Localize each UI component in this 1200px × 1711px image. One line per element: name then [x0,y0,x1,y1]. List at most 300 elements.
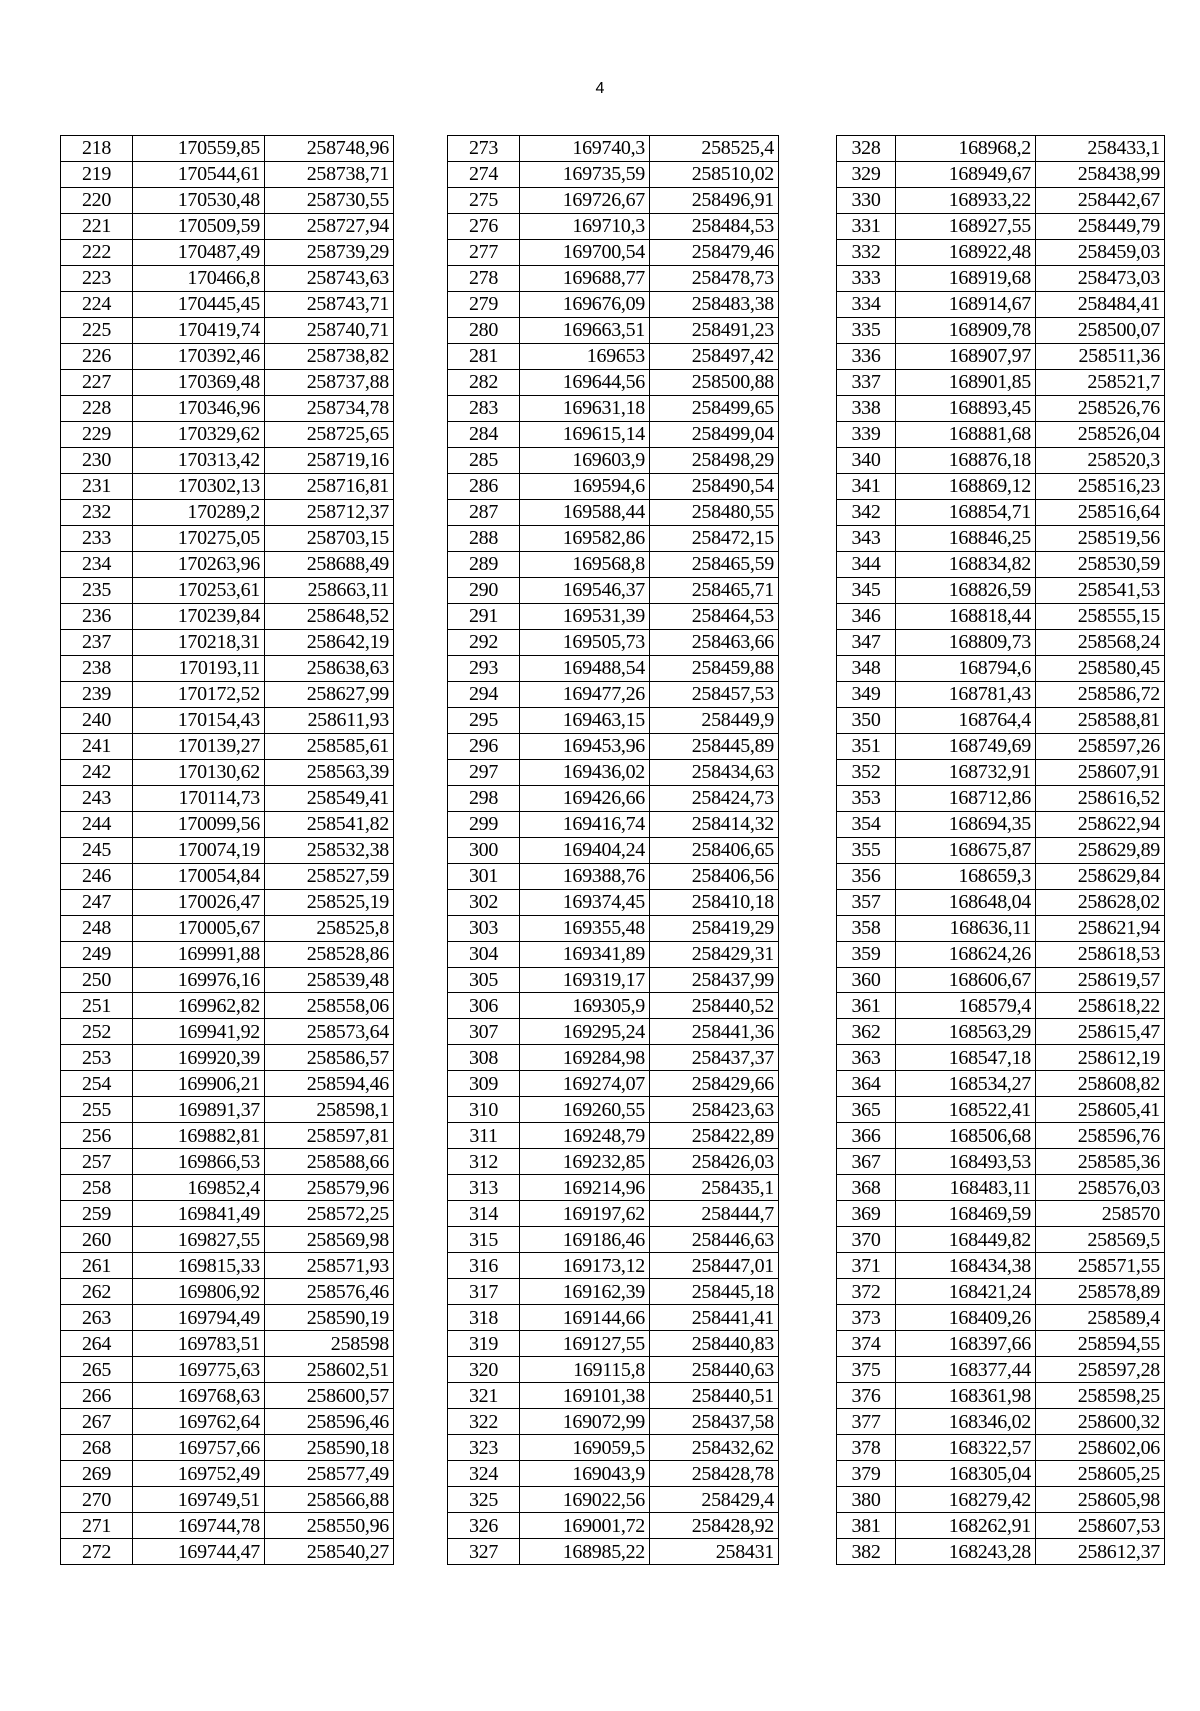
x-coordinate-cell: 169186,46 [520,1227,650,1253]
y-coordinate-cell: 258738,71 [265,161,394,187]
y-coordinate-cell: 258500,07 [1036,317,1165,343]
table-row [837,473,1165,499]
y-coordinate-cell: 258712,37 [265,499,394,525]
y-coordinate-cell: 258730,55 [265,187,394,213]
x-coordinate-cell: 170154,43 [133,707,265,733]
y-coordinate-cell: 258727,94 [265,213,394,239]
table-row [61,941,394,967]
y-coordinate-cell: 258597,26 [1036,733,1165,759]
table-row [837,1227,1165,1253]
y-coordinate-cell: 258446,63 [650,1227,779,1253]
point-number-cell: 308 [448,1045,520,1071]
table-row [837,707,1165,733]
table-row [837,1487,1165,1513]
y-coordinate-cell: 258422,89 [650,1123,779,1149]
page-number: 4 [595,80,605,97]
y-coordinate-cell: 258716,81 [265,473,394,499]
point-number-cell: 219 [61,161,133,187]
x-coordinate-cell: 168876,18 [896,447,1036,473]
table-row [448,941,779,967]
y-coordinate-cell: 258611,93 [265,707,394,733]
point-number-cell: 312 [448,1149,520,1175]
point-number-cell: 254 [61,1071,133,1097]
point-number-cell: 257 [61,1149,133,1175]
table-row [61,785,394,811]
x-coordinate-cell: 168933,22 [896,187,1036,213]
table-row [837,1357,1165,1383]
table-row [61,317,394,343]
y-coordinate-cell: 258444,7 [650,1201,779,1227]
x-coordinate-cell: 169295,24 [520,1019,650,1045]
x-coordinate-cell: 168826,59 [896,577,1036,603]
x-coordinate-cell: 169827,55 [133,1227,265,1253]
x-coordinate-cell: 170139,27 [133,733,265,759]
y-coordinate-cell: 258558,06 [265,993,394,1019]
table-row [837,525,1165,551]
table-row [837,187,1165,213]
y-coordinate-cell: 258594,55 [1036,1331,1165,1357]
point-number-cell: 288 [448,525,520,551]
point-number-cell: 374 [837,1331,896,1357]
point-number-cell: 289 [448,551,520,577]
table-row [61,136,394,162]
point-number-cell: 259 [61,1201,133,1227]
y-coordinate-cell: 258459,88 [650,655,779,681]
y-coordinate-cell: 258423,63 [650,1097,779,1123]
y-coordinate-cell: 258499,04 [650,421,779,447]
point-number-cell: 371 [837,1253,896,1279]
y-coordinate-cell: 258598 [265,1331,394,1357]
point-number-cell: 296 [448,733,520,759]
table-row [61,967,394,993]
table-row [837,889,1165,915]
y-coordinate-cell: 258478,73 [650,265,779,291]
point-number-cell: 346 [837,603,896,629]
table-row [61,811,394,837]
x-coordinate-cell: 170005,67 [133,915,265,941]
x-coordinate-cell: 169022,56 [520,1487,650,1513]
x-coordinate-cell: 170193,11 [133,655,265,681]
x-coordinate-cell: 169740,3 [520,136,650,162]
table-row [448,525,779,551]
y-coordinate-cell: 258526,76 [1036,395,1165,421]
point-number-cell: 241 [61,733,133,759]
y-coordinate-cell: 258738,82 [265,343,394,369]
point-number-cell: 303 [448,915,520,941]
table-row [837,577,1165,603]
point-number-cell: 358 [837,915,896,941]
point-number-cell: 260 [61,1227,133,1253]
y-coordinate-cell: 258549,41 [265,785,394,811]
point-number-cell: 340 [837,447,896,473]
point-number-cell: 326 [448,1513,520,1539]
x-coordinate-cell: 170302,13 [133,473,265,499]
x-coordinate-cell: 169941,92 [133,1019,265,1045]
x-coordinate-cell: 169615,14 [520,421,650,447]
x-coordinate-cell: 169700,54 [520,239,650,265]
y-coordinate-cell: 258496,91 [650,187,779,213]
point-number-cell: 284 [448,421,520,447]
y-coordinate-cell: 258577,49 [265,1461,394,1487]
y-coordinate-cell: 258491,23 [650,317,779,343]
table-row [837,1123,1165,1149]
point-number-cell: 274 [448,161,520,187]
y-coordinate-cell: 258437,58 [650,1409,779,1435]
table-row [837,681,1165,707]
x-coordinate-cell: 169852,4 [133,1175,265,1201]
x-coordinate-cell: 168794,6 [896,655,1036,681]
table-row [837,1331,1165,1357]
y-coordinate-cell: 258527,59 [265,863,394,889]
y-coordinate-cell: 258441,41 [650,1305,779,1331]
y-coordinate-cell: 258568,24 [1036,629,1165,655]
point-number-cell: 280 [448,317,520,343]
table-row [61,1175,394,1201]
x-coordinate-cell: 170559,85 [133,136,265,162]
y-coordinate-cell: 258642,19 [265,629,394,655]
y-coordinate-cell: 258594,46 [265,1071,394,1097]
y-coordinate-cell: 258464,53 [650,603,779,629]
point-number-cell: 323 [448,1435,520,1461]
y-coordinate-cell: 258622,94 [1036,811,1165,837]
x-coordinate-cell: 168907,97 [896,343,1036,369]
y-coordinate-cell: 258573,64 [265,1019,394,1045]
point-number-cell: 322 [448,1409,520,1435]
table-row [448,1253,779,1279]
table-row [61,1513,394,1539]
table-row [448,863,779,889]
point-number-cell: 319 [448,1331,520,1357]
x-coordinate-cell: 169653 [520,343,650,369]
table-row [837,863,1165,889]
y-coordinate-cell: 258607,53 [1036,1513,1165,1539]
point-number-cell: 275 [448,187,520,213]
point-number-cell: 293 [448,655,520,681]
x-coordinate-cell: 169232,85 [520,1149,650,1175]
table-row [448,187,779,213]
y-coordinate-cell: 258579,96 [265,1175,394,1201]
point-number-cell: 337 [837,369,896,395]
x-coordinate-cell: 168606,67 [896,967,1036,993]
x-coordinate-cell: 170253,61 [133,577,265,603]
table-row [61,993,394,1019]
point-number-cell: 253 [61,1045,133,1071]
y-coordinate-cell: 258555,15 [1036,603,1165,629]
x-coordinate-cell: 169059,5 [520,1435,650,1461]
y-coordinate-cell: 258511,36 [1036,343,1165,369]
y-coordinate-cell: 258725,65 [265,421,394,447]
y-coordinate-cell: 258428,92 [650,1513,779,1539]
table-row [837,1409,1165,1435]
point-number-cell: 318 [448,1305,520,1331]
table-row [837,1539,1165,1565]
y-coordinate-cell: 258638,63 [265,655,394,681]
y-coordinate-cell: 258597,28 [1036,1357,1165,1383]
table-row [61,863,394,889]
table-row [61,1383,394,1409]
y-coordinate-cell: 258445,18 [650,1279,779,1305]
y-coordinate-cell: 258589,4 [1036,1305,1165,1331]
point-number-cell: 327 [448,1539,520,1565]
point-number-cell: 332 [837,239,896,265]
point-number-cell: 237 [61,629,133,655]
point-number-cell: 246 [61,863,133,889]
y-coordinate-cell: 258619,57 [1036,967,1165,993]
y-coordinate-cell: 258447,01 [650,1253,779,1279]
table-row [837,1513,1165,1539]
x-coordinate-cell: 168893,45 [896,395,1036,421]
x-coordinate-cell: 170275,05 [133,525,265,551]
table-row [448,1539,779,1565]
table-row [61,837,394,863]
table-row [61,1305,394,1331]
x-coordinate-cell: 168901,85 [896,369,1036,395]
x-coordinate-cell: 168694,35 [896,811,1036,837]
table-row [448,759,779,785]
y-coordinate-cell: 258437,99 [650,967,779,993]
table-row [448,1201,779,1227]
point-number-cell: 295 [448,707,520,733]
x-coordinate-cell: 168409,26 [896,1305,1036,1331]
y-coordinate-cell: 258719,16 [265,447,394,473]
y-coordinate-cell: 258539,48 [265,967,394,993]
x-coordinate-cell: 169710,3 [520,213,650,239]
point-number-cell: 335 [837,317,896,343]
table-row [837,1019,1165,1045]
x-coordinate-cell: 169477,26 [520,681,650,707]
point-number-cell: 355 [837,837,896,863]
x-coordinate-cell: 168922,48 [896,239,1036,265]
x-coordinate-cell: 169101,38 [520,1383,650,1409]
x-coordinate-cell: 169416,74 [520,811,650,837]
point-number-cell: 282 [448,369,520,395]
point-number-cell: 290 [448,577,520,603]
point-number-cell: 251 [61,993,133,1019]
table-row [837,395,1165,421]
y-coordinate-cell: 258429,66 [650,1071,779,1097]
x-coordinate-cell: 169404,24 [520,837,650,863]
x-coordinate-cell: 169546,37 [520,577,650,603]
y-coordinate-cell: 258528,86 [265,941,394,967]
table-row [448,1305,779,1331]
point-number-cell: 243 [61,785,133,811]
table-row [448,1331,779,1357]
point-number-cell: 372 [837,1279,896,1305]
point-number-cell: 320 [448,1357,520,1383]
table-row [837,1279,1165,1305]
x-coordinate-cell: 169806,92 [133,1279,265,1305]
table-row [61,1409,394,1435]
y-coordinate-cell: 258510,02 [650,161,779,187]
table-row [448,1513,779,1539]
y-coordinate-cell: 258465,59 [650,551,779,577]
table-row [837,967,1165,993]
y-coordinate-cell: 258618,53 [1036,941,1165,967]
table-row [448,889,779,915]
point-number-cell: 356 [837,863,896,889]
table-row [448,136,779,162]
point-number-cell: 376 [837,1383,896,1409]
x-coordinate-cell: 168854,71 [896,499,1036,525]
y-coordinate-cell: 258429,4 [650,1487,779,1513]
table-row [61,213,394,239]
y-coordinate-cell: 258743,63 [265,265,394,291]
x-coordinate-cell: 169162,39 [520,1279,650,1305]
point-number-cell: 315 [448,1227,520,1253]
point-number-cell: 231 [61,473,133,499]
table-row [61,265,394,291]
x-coordinate-cell: 168749,69 [896,733,1036,759]
table-row [837,1045,1165,1071]
y-coordinate-cell: 258431 [650,1539,779,1565]
x-coordinate-cell: 168397,66 [896,1331,1036,1357]
table-row [448,1149,779,1175]
point-number-cell: 291 [448,603,520,629]
y-coordinate-cell: 258628,02 [1036,889,1165,915]
y-coordinate-cell: 258612,37 [1036,1539,1165,1565]
x-coordinate-cell: 169757,66 [133,1435,265,1461]
x-coordinate-cell: 170419,74 [133,317,265,343]
y-coordinate-cell: 258578,89 [1036,1279,1165,1305]
y-coordinate-cell: 258432,62 [650,1435,779,1461]
table-row [837,785,1165,811]
y-coordinate-cell: 258438,99 [1036,161,1165,187]
x-coordinate-cell: 168881,68 [896,421,1036,447]
x-coordinate-cell: 169688,77 [520,265,650,291]
table-row [837,993,1165,1019]
x-coordinate-cell: 168712,86 [896,785,1036,811]
table-row [837,161,1165,187]
table-row [837,551,1165,577]
y-coordinate-cell: 258472,15 [650,525,779,551]
point-number-cell: 298 [448,785,520,811]
point-number-cell: 272 [61,1539,133,1565]
y-coordinate-cell: 258605,25 [1036,1461,1165,1487]
point-number-cell: 281 [448,343,520,369]
table-row [61,395,394,421]
table-row [448,837,779,863]
x-coordinate-cell: 170329,62 [133,421,265,447]
y-coordinate-cell: 258414,32 [650,811,779,837]
x-coordinate-cell: 168279,42 [896,1487,1036,1513]
y-coordinate-cell: 258490,54 [650,473,779,499]
table-row [448,421,779,447]
y-coordinate-cell: 258566,88 [265,1487,394,1513]
table-row [837,1149,1165,1175]
point-number-cell: 306 [448,993,520,1019]
table-row [61,291,394,317]
point-number-cell: 228 [61,395,133,421]
coordinates-table-3 [836,135,1165,1565]
point-number-cell: 339 [837,421,896,447]
table-row [448,1123,779,1149]
table-row [448,915,779,941]
table-row [448,213,779,239]
y-coordinate-cell: 258748,96 [265,136,394,162]
y-coordinate-cell: 258484,41 [1036,291,1165,317]
point-number-cell: 373 [837,1305,896,1331]
y-coordinate-cell: 258406,56 [650,863,779,889]
x-coordinate-cell: 168781,43 [896,681,1036,707]
y-coordinate-cell: 258569,5 [1036,1227,1165,1253]
y-coordinate-cell: 258440,63 [650,1357,779,1383]
x-coordinate-cell: 169744,47 [133,1539,265,1565]
point-number-cell: 225 [61,317,133,343]
x-coordinate-cell: 169568,8 [520,551,650,577]
point-number-cell: 360 [837,967,896,993]
y-coordinate-cell: 258498,29 [650,447,779,473]
x-coordinate-cell: 169663,51 [520,317,650,343]
table-row [837,1201,1165,1227]
y-coordinate-cell: 258429,31 [650,941,779,967]
table-row [448,1435,779,1461]
y-coordinate-cell: 258740,71 [265,317,394,343]
x-coordinate-cell: 168563,29 [896,1019,1036,1045]
table-row [448,265,779,291]
x-coordinate-cell: 169762,64 [133,1409,265,1435]
point-number-cell: 310 [448,1097,520,1123]
y-coordinate-cell: 258465,71 [650,577,779,603]
table-row [61,1435,394,1461]
point-number-cell: 317 [448,1279,520,1305]
x-coordinate-cell: 169305,9 [520,993,650,1019]
table-row [837,1253,1165,1279]
table-row [837,1305,1165,1331]
y-coordinate-cell: 258526,04 [1036,421,1165,447]
x-coordinate-cell: 169505,73 [520,629,650,655]
x-coordinate-cell: 169882,81 [133,1123,265,1149]
x-coordinate-cell: 169644,56 [520,369,650,395]
table-row [61,1123,394,1149]
table-row [61,1097,394,1123]
point-number-cell: 276 [448,213,520,239]
x-coordinate-cell: 168809,73 [896,629,1036,655]
point-number-cell: 266 [61,1383,133,1409]
x-coordinate-cell: 169841,49 [133,1201,265,1227]
table-row [448,1019,779,1045]
table-row [61,1253,394,1279]
table-row [61,343,394,369]
x-coordinate-cell: 169355,48 [520,915,650,941]
y-coordinate-cell: 258588,81 [1036,707,1165,733]
table-row [837,915,1165,941]
x-coordinate-cell: 169783,51 [133,1331,265,1357]
table-row [61,239,394,265]
y-coordinate-cell: 258516,64 [1036,499,1165,525]
y-coordinate-cell: 258600,32 [1036,1409,1165,1435]
point-number-cell: 321 [448,1383,520,1409]
point-number-cell: 299 [448,811,520,837]
y-coordinate-cell: 258500,88 [650,369,779,395]
y-coordinate-cell: 258576,46 [265,1279,394,1305]
x-coordinate-cell: 169582,86 [520,525,650,551]
table-row [837,941,1165,967]
table-row [448,681,779,707]
x-coordinate-cell: 168732,91 [896,759,1036,785]
x-coordinate-cell: 170530,48 [133,187,265,213]
table-row [448,1227,779,1253]
x-coordinate-cell: 170239,84 [133,603,265,629]
table-row [61,1149,394,1175]
y-coordinate-cell: 258449,9 [650,707,779,733]
x-coordinate-cell: 169726,67 [520,187,650,213]
point-number-cell: 378 [837,1435,896,1461]
point-number-cell: 256 [61,1123,133,1149]
table-row [61,1487,394,1513]
point-number-cell: 350 [837,707,896,733]
y-coordinate-cell: 258734,78 [265,395,394,421]
x-coordinate-cell: 168449,82 [896,1227,1036,1253]
